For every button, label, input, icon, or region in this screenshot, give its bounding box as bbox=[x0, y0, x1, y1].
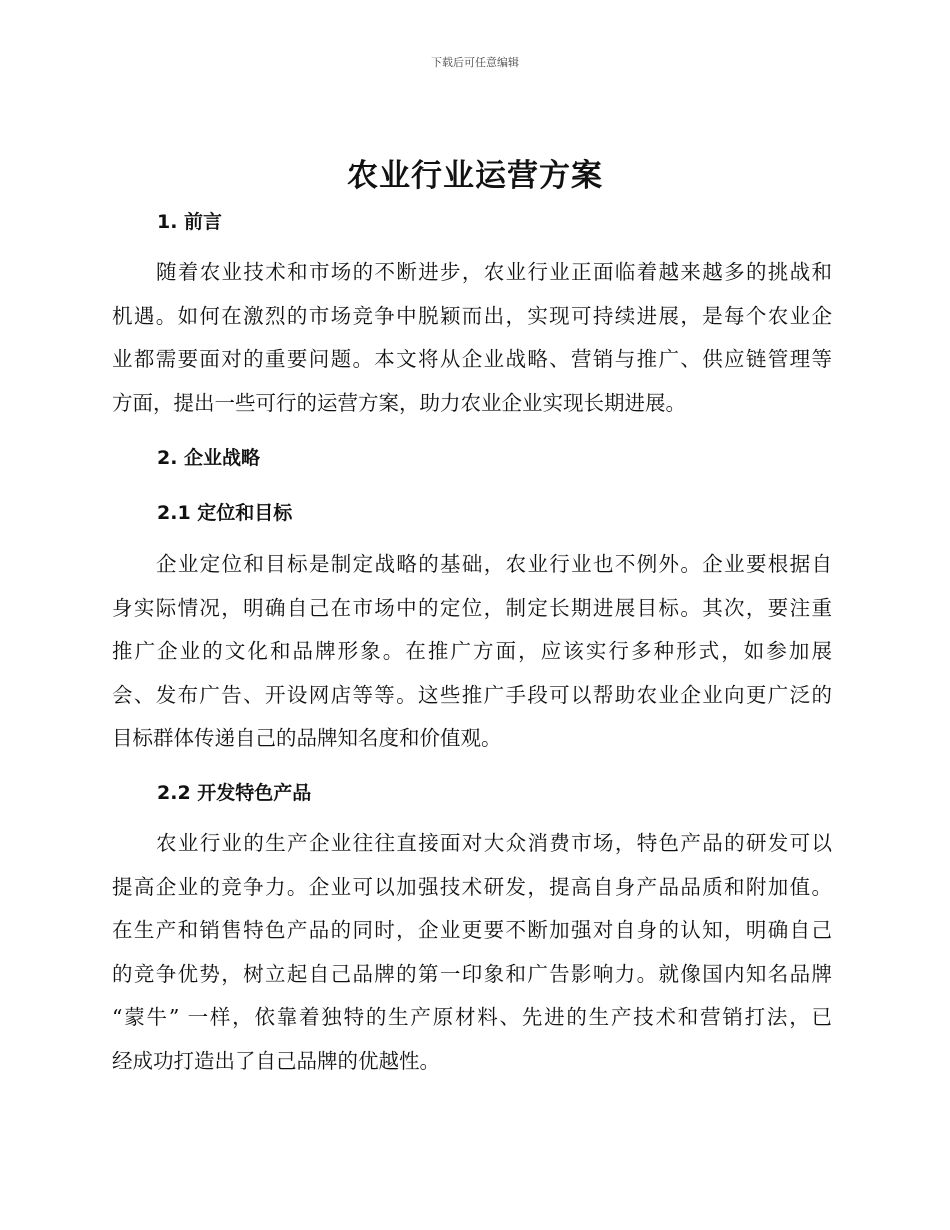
paragraph-line: 业都需要面对的重要问题。本文将从企业战略、营销与推广、供应链管理等 bbox=[112, 347, 832, 371]
paragraph-line: 提高企业的竞争力。企业可以加强技术研发，提高自身产品品质和附加值。 bbox=[112, 874, 832, 899]
paragraph-line: 目标群体传递自己的品牌知名度和价值观。 bbox=[112, 726, 502, 750]
section-heading-positioning: 2.1 定位和目标 bbox=[157, 502, 293, 524]
paragraph-line: 企业定位和目标是制定战略的基础，农业行业也不例外。企业要根据自 bbox=[156, 552, 832, 576]
paragraph-line: 会、发布广告、开设网店等等。这些推广手段可以帮助农业企业向更广泛的 bbox=[112, 682, 832, 707]
document-title: 农业行业运营方案 bbox=[347, 158, 603, 194]
paragraph-line: 的竞争优势，树立起自己品牌的第一印象和广告影响力。就像国内知名品牌 bbox=[112, 961, 832, 986]
running-header: 下载后可任意编辑 bbox=[431, 56, 519, 69]
paragraph-line: 在生产和销售特色产品的同时，企业更要不断加强对自身的认知，明确自己 bbox=[112, 918, 832, 942]
paragraph-line: 推广企业的文化和品牌形象。在推广方面，应该实行多种形式，如参加展 bbox=[112, 639, 832, 663]
paragraph-line: 农业行业的生产企业往往直接面对大众消费市场，特色产品的研发可以 bbox=[156, 831, 832, 855]
paragraph-intro bbox=[112, 251, 832, 425]
paragraph-line: 方面，提出一些可行的运营方案，助力农业企业实现长期进展。 bbox=[112, 390, 686, 415]
paragraph-positioning bbox=[112, 543, 832, 761]
paragraph-line: 身实际情况，明确自己在市场中的定位，制定长期进展目标。其次，要注重 bbox=[112, 595, 832, 620]
paragraph-line: 随着农业技术和市场的不断进步，农业行业正面临着越来越多的挑战和 bbox=[156, 260, 832, 284]
section-heading-products: 2.2 开发特色产品 bbox=[157, 782, 312, 804]
section-heading-strategy: 2. 企业战略 bbox=[157, 447, 261, 469]
section-heading-intro: 1. 前言 bbox=[157, 211, 223, 233]
paragraph-products bbox=[112, 822, 832, 1083]
paragraph-line: 机遇。如何在激烈的市场竞争中脱颖而出，实现可持续进展，是每个农业企 bbox=[112, 303, 832, 328]
paragraph-line: “蒙牛” 一样，依靠着独特的生产原材料、先进的生产技术和营销打法，已 bbox=[112, 1005, 832, 1029]
paragraph-line: 经成功打造出了自己品牌的优越性。 bbox=[112, 1048, 440, 1073]
